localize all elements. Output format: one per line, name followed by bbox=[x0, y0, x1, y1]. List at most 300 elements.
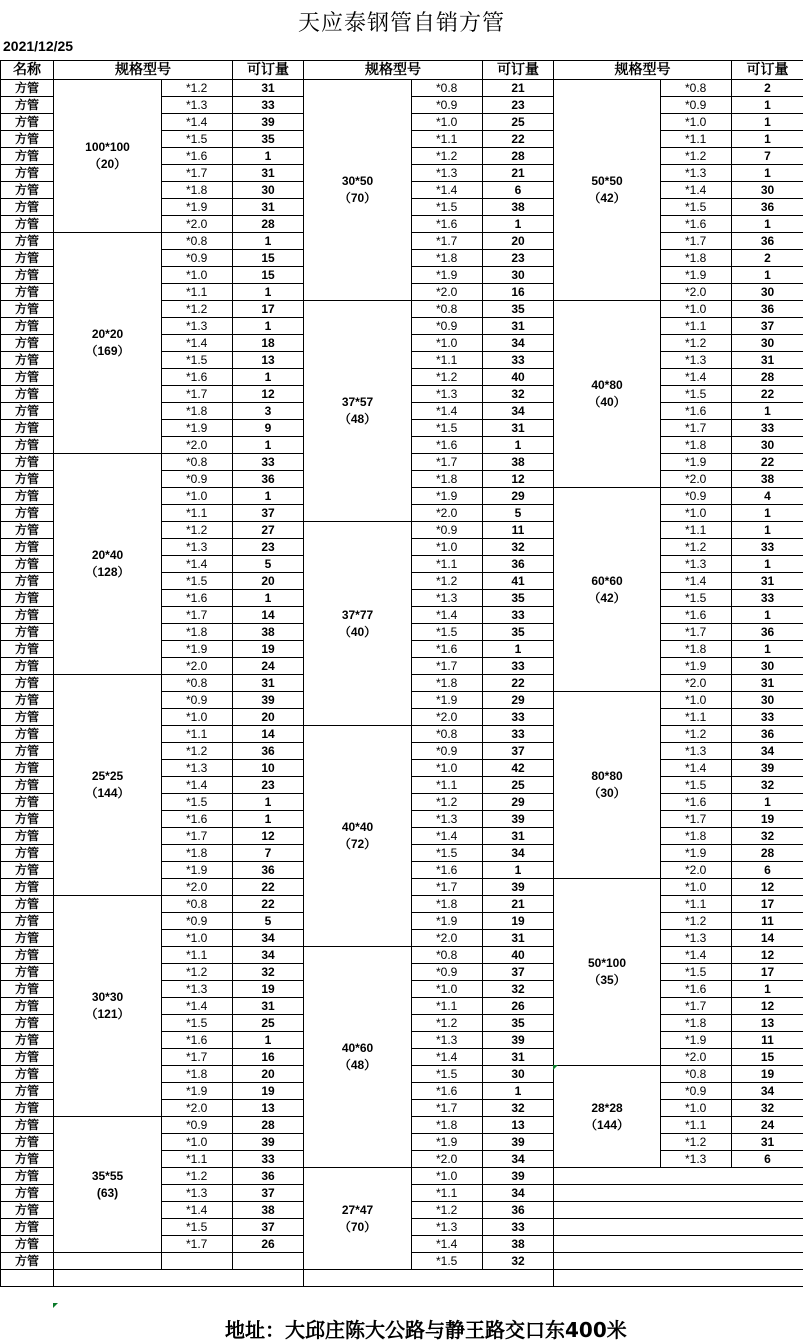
model-size: 28*28 bbox=[554, 1100, 660, 1117]
thickness-cell: *1.0 bbox=[412, 539, 483, 556]
quantity-cell: 28 bbox=[732, 845, 803, 862]
thickness-cell: *2.0 bbox=[412, 505, 483, 522]
quantity-cell: 29 bbox=[483, 692, 554, 709]
quantity-cell: 11 bbox=[732, 913, 803, 930]
quantity-cell: 40 bbox=[483, 947, 554, 964]
empty-cell bbox=[54, 1270, 304, 1287]
quantity-cell: 15 bbox=[233, 267, 304, 284]
thickness-cell: *1.3 bbox=[661, 352, 732, 369]
thickness-cell: *1.3 bbox=[412, 811, 483, 828]
thickness-cell: *1.2 bbox=[162, 522, 233, 539]
thickness-cell: *1.5 bbox=[412, 199, 483, 216]
row-name-cell: 方管 bbox=[1, 437, 54, 454]
model-cell bbox=[304, 1168, 412, 1270]
row-name-cell: 方管 bbox=[1, 981, 54, 998]
thickness-cell: *1.9 bbox=[162, 199, 233, 216]
thickness-cell: *1.5 bbox=[661, 964, 732, 981]
quantity-cell: 22 bbox=[233, 879, 304, 896]
quantity-cell: 1 bbox=[732, 403, 803, 420]
thickness-cell: *1.1 bbox=[412, 556, 483, 573]
quantity-cell: 19 bbox=[233, 1083, 304, 1100]
quantity-cell: 38 bbox=[483, 454, 554, 471]
thickness-cell: *2.0 bbox=[661, 471, 732, 488]
thickness-cell: *1.4 bbox=[412, 607, 483, 624]
model-cell bbox=[54, 454, 162, 675]
thickness-cell: *1.1 bbox=[162, 1151, 233, 1168]
quantity-cell: 1 bbox=[233, 284, 304, 301]
row-name-cell: 方管 bbox=[1, 1185, 54, 1202]
quantity-cell: 1 bbox=[732, 522, 803, 539]
thickness-cell: *1.9 bbox=[412, 913, 483, 930]
quantity-cell: 22 bbox=[732, 386, 803, 403]
quantity-cell: 39 bbox=[233, 114, 304, 131]
quantity-cell: 31 bbox=[233, 675, 304, 692]
thickness-cell: *1.3 bbox=[661, 743, 732, 760]
model-cell bbox=[304, 80, 412, 301]
quantity-cell: 33 bbox=[483, 726, 554, 743]
empty-cell bbox=[554, 1236, 803, 1253]
quantity-cell: 31 bbox=[732, 573, 803, 590]
thickness-cell: *1.4 bbox=[162, 335, 233, 352]
thickness-cell: *0.9 bbox=[162, 913, 233, 930]
quantity-cell: 1 bbox=[732, 794, 803, 811]
quantity-cell: 36 bbox=[732, 624, 803, 641]
quantity-cell: 1 bbox=[732, 981, 803, 998]
thickness-cell: *1.3 bbox=[162, 760, 233, 777]
empty-cell bbox=[554, 1219, 803, 1236]
quantity-cell: 10 bbox=[233, 760, 304, 777]
model-cell bbox=[304, 947, 412, 1168]
quantity-cell: 24 bbox=[233, 658, 304, 675]
row-name-cell: 方管 bbox=[1, 335, 54, 352]
model-cell bbox=[554, 301, 661, 488]
thickness-cell: *1.4 bbox=[412, 1236, 483, 1253]
empty-cell bbox=[554, 1253, 803, 1270]
quantity-cell: 34 bbox=[732, 1083, 803, 1100]
row-name-cell: 方管 bbox=[1, 675, 54, 692]
quantity-cell: 28 bbox=[233, 1117, 304, 1134]
quantity-cell: 34 bbox=[233, 947, 304, 964]
quantity-cell: 1 bbox=[732, 216, 803, 233]
row-name-cell: 方管 bbox=[1, 760, 54, 777]
thickness-cell: *1.1 bbox=[412, 777, 483, 794]
row-name-cell: 方管 bbox=[1, 964, 54, 981]
quantity-cell: 4 bbox=[732, 488, 803, 505]
thickness-cell: *2.0 bbox=[162, 879, 233, 896]
quantity-cell: 33 bbox=[732, 590, 803, 607]
thickness-cell: *1.1 bbox=[162, 505, 233, 522]
thickness-cell: *1.0 bbox=[412, 981, 483, 998]
quantity-cell: 36 bbox=[732, 301, 803, 318]
thickness-cell: *1.7 bbox=[412, 658, 483, 675]
thickness-cell: *1.4 bbox=[661, 573, 732, 590]
table-row bbox=[1, 1270, 803, 1287]
quantity-cell: 31 bbox=[233, 80, 304, 97]
thickness-cell: *1.7 bbox=[412, 454, 483, 471]
thickness-cell: *1.2 bbox=[162, 1168, 233, 1185]
model-size: 20*20 bbox=[54, 326, 161, 343]
model-total: （128） bbox=[54, 564, 161, 581]
thickness-cell: *1.8 bbox=[661, 250, 732, 267]
row-name-cell: 方管 bbox=[1, 743, 54, 760]
row-name-cell: 方管 bbox=[1, 930, 54, 947]
thickness-cell: *1.7 bbox=[661, 624, 732, 641]
quantity-cell: 14 bbox=[233, 607, 304, 624]
quantity-cell: 30 bbox=[732, 658, 803, 675]
header-spec: 规格型号 bbox=[554, 61, 732, 80]
header-spec: 规格型号 bbox=[304, 61, 483, 80]
thickness-cell: *1.8 bbox=[661, 828, 732, 845]
model-total: （48） bbox=[304, 411, 411, 428]
report-date: 2021/12/25 bbox=[3, 38, 73, 54]
thickness-cell: *1.4 bbox=[412, 1049, 483, 1066]
quantity-cell: 36 bbox=[233, 743, 304, 760]
thickness-cell: *1.6 bbox=[661, 216, 732, 233]
quantity-cell: 33 bbox=[483, 709, 554, 726]
row-name-cell: 方管 bbox=[1, 692, 54, 709]
thickness-cell: *1.3 bbox=[661, 165, 732, 182]
quantity-cell: 36 bbox=[732, 233, 803, 250]
thickness-cell: *1.8 bbox=[412, 471, 483, 488]
quantity-cell: 16 bbox=[233, 1049, 304, 1066]
quantity-cell: 2 bbox=[732, 80, 803, 97]
thickness-cell: *0.8 bbox=[162, 454, 233, 471]
thickness-cell: *1.8 bbox=[162, 1066, 233, 1083]
row-name-cell: 方管 bbox=[1, 709, 54, 726]
model-total: （70） bbox=[304, 190, 411, 207]
quantity-cell: 23 bbox=[233, 777, 304, 794]
row-name-cell: 方管 bbox=[1, 1253, 54, 1270]
thickness-cell: *1.2 bbox=[162, 743, 233, 760]
thickness-cell: *2.0 bbox=[661, 675, 732, 692]
thickness-cell: *1.0 bbox=[412, 335, 483, 352]
thickness-cell: *1.5 bbox=[412, 624, 483, 641]
row-name-cell: 方管 bbox=[1, 301, 54, 318]
quantity-cell: 1 bbox=[483, 216, 554, 233]
quantity-cell: 13 bbox=[233, 1100, 304, 1117]
thickness-cell: *1.6 bbox=[162, 1032, 233, 1049]
model-total: （40） bbox=[304, 624, 411, 641]
quantity-cell: 32 bbox=[732, 1100, 803, 1117]
thickness-cell: *1.9 bbox=[412, 488, 483, 505]
model-cell bbox=[54, 233, 162, 454]
quantity-cell: 27 bbox=[233, 522, 304, 539]
quantity-cell: 21 bbox=[483, 80, 554, 97]
thickness-cell: *1.8 bbox=[412, 1117, 483, 1134]
row-name-cell: 方管 bbox=[1, 471, 54, 488]
row-name-cell: 方管 bbox=[1, 216, 54, 233]
thickness-cell: *1.4 bbox=[162, 114, 233, 131]
quantity-cell: 33 bbox=[483, 607, 554, 624]
quantity-cell: 6 bbox=[732, 1151, 803, 1168]
thickness-cell: *1.6 bbox=[412, 216, 483, 233]
thickness-cell: *1.2 bbox=[412, 573, 483, 590]
thickness-cell: *1.3 bbox=[412, 1219, 483, 1236]
quantity-cell: 34 bbox=[233, 930, 304, 947]
row-name-cell: 方管 bbox=[1, 624, 54, 641]
row-name-cell: 方管 bbox=[1, 1151, 54, 1168]
thickness-cell: *1.0 bbox=[412, 114, 483, 131]
quantity-cell: 20 bbox=[233, 709, 304, 726]
thickness-cell: *1.7 bbox=[661, 811, 732, 828]
thickness-cell: *2.0 bbox=[162, 658, 233, 675]
row-name-cell: 方管 bbox=[1, 131, 54, 148]
model-size: 27*47 bbox=[304, 1202, 411, 1219]
thickness-cell: *1.2 bbox=[412, 1202, 483, 1219]
quantity-cell: 33 bbox=[233, 454, 304, 471]
model-size: 20*40 bbox=[54, 547, 161, 564]
thickness-cell: *1.5 bbox=[412, 1253, 483, 1270]
thickness-cell: *1.6 bbox=[162, 811, 233, 828]
row-name-cell: 方管 bbox=[1, 403, 54, 420]
quantity-cell: 35 bbox=[483, 301, 554, 318]
model-size: 40*40 bbox=[304, 819, 411, 836]
thickness-cell: *1.8 bbox=[162, 845, 233, 862]
thickness-cell: *1.3 bbox=[162, 318, 233, 335]
quantity-cell: 37 bbox=[732, 318, 803, 335]
thickness-cell: *1.1 bbox=[162, 726, 233, 743]
thickness-cell: *1.0 bbox=[661, 505, 732, 522]
quantity-cell: 31 bbox=[233, 998, 304, 1015]
quantity-cell: 22 bbox=[483, 675, 554, 692]
quantity-cell: 5 bbox=[233, 556, 304, 573]
thickness-cell: *1.7 bbox=[661, 233, 732, 250]
quantity-cell: 37 bbox=[233, 1185, 304, 1202]
thickness-cell: *2.0 bbox=[661, 284, 732, 301]
thickness-cell: *1.4 bbox=[412, 182, 483, 199]
quantity-cell: 28 bbox=[732, 369, 803, 386]
model-size: 80*80 bbox=[554, 768, 660, 785]
model-total: （42） bbox=[554, 190, 660, 207]
quantity-cell: 36 bbox=[233, 471, 304, 488]
quantity-cell: 1 bbox=[732, 97, 803, 114]
row-name-cell: 方管 bbox=[1, 1134, 54, 1151]
thickness-cell: *1.0 bbox=[661, 301, 732, 318]
thickness-cell: *1.1 bbox=[661, 709, 732, 726]
quantity-cell: 17 bbox=[732, 896, 803, 913]
thickness-cell: *1.4 bbox=[661, 182, 732, 199]
quantity-cell: 23 bbox=[483, 97, 554, 114]
quantity-cell: 37 bbox=[483, 964, 554, 981]
empty-cell bbox=[554, 1270, 803, 1287]
quantity-cell: 17 bbox=[233, 301, 304, 318]
thickness-cell: *1.3 bbox=[162, 539, 233, 556]
quantity-cell: 20 bbox=[483, 233, 554, 250]
quantity-cell: 1 bbox=[233, 590, 304, 607]
thickness-cell: *1.4 bbox=[162, 777, 233, 794]
quantity-cell: 32 bbox=[732, 777, 803, 794]
thickness-cell: *1.6 bbox=[661, 403, 732, 420]
row-name-cell: 方管 bbox=[1, 420, 54, 437]
thickness-cell: *1.7 bbox=[162, 1236, 233, 1253]
model-total: （144） bbox=[54, 785, 161, 802]
quantity-cell: 30 bbox=[732, 182, 803, 199]
thickness-cell: *0.9 bbox=[412, 522, 483, 539]
row-name-cell: 方管 bbox=[1, 913, 54, 930]
thickness-cell: *1.5 bbox=[661, 386, 732, 403]
quantity-cell: 1 bbox=[233, 318, 304, 335]
quantity-cell: 1 bbox=[483, 862, 554, 879]
row-name-cell: 方管 bbox=[1, 845, 54, 862]
quantity-cell: 31 bbox=[483, 930, 554, 947]
model-size: 60*60 bbox=[554, 573, 660, 590]
header-qty: 可订量 bbox=[732, 61, 803, 80]
quantity-cell: 33 bbox=[483, 658, 554, 675]
thickness-cell: *0.8 bbox=[162, 233, 233, 250]
inventory-table bbox=[0, 60, 803, 1287]
quantity-cell: 30 bbox=[732, 437, 803, 454]
quantity-cell: 30 bbox=[483, 1066, 554, 1083]
quantity-cell: 34 bbox=[483, 1151, 554, 1168]
thickness-cell: *1.5 bbox=[162, 1015, 233, 1032]
quantity-cell: 20 bbox=[233, 573, 304, 590]
row-name-cell: 方管 bbox=[1, 284, 54, 301]
thickness-cell: *1.7 bbox=[412, 233, 483, 250]
model-total: (63) bbox=[54, 1185, 161, 1202]
model-size: 30*50 bbox=[304, 173, 411, 190]
row-name-cell: 方管 bbox=[1, 794, 54, 811]
quantity-cell: 17 bbox=[732, 964, 803, 981]
quantity-cell: 32 bbox=[233, 964, 304, 981]
quantity-cell: 39 bbox=[732, 760, 803, 777]
quantity-cell: 12 bbox=[483, 471, 554, 488]
quantity-cell: 39 bbox=[233, 692, 304, 709]
quantity-cell: 13 bbox=[732, 1015, 803, 1032]
quantity-cell: 20 bbox=[233, 1066, 304, 1083]
thickness-cell: *1.7 bbox=[162, 828, 233, 845]
thickness-cell: *1.6 bbox=[661, 981, 732, 998]
thickness-cell: *1.0 bbox=[162, 488, 233, 505]
quantity-cell: 37 bbox=[483, 743, 554, 760]
thickness-cell: *0.9 bbox=[412, 97, 483, 114]
thickness-cell: *1.5 bbox=[162, 1219, 233, 1236]
model-cell bbox=[554, 692, 661, 879]
thickness-cell: *1.1 bbox=[162, 947, 233, 964]
thickness-cell: *1.4 bbox=[162, 556, 233, 573]
thickness-cell: *1.1 bbox=[412, 998, 483, 1015]
thickness-cell: *1.3 bbox=[661, 556, 732, 573]
model-size: 35*55 bbox=[54, 1168, 161, 1185]
thickness-cell: *1.6 bbox=[412, 641, 483, 658]
quantity-cell: 1 bbox=[483, 437, 554, 454]
model-total: （144） bbox=[554, 1117, 660, 1134]
model-total: （35） bbox=[554, 972, 660, 989]
thickness-cell: *1.5 bbox=[162, 352, 233, 369]
quantity-cell: 30 bbox=[732, 335, 803, 352]
row-name-cell: 方管 bbox=[1, 726, 54, 743]
quantity-cell: 1 bbox=[233, 1032, 304, 1049]
thickness-cell: *2.0 bbox=[661, 1049, 732, 1066]
quantity-cell: 11 bbox=[732, 1032, 803, 1049]
row-name-cell: 方管 bbox=[1, 250, 54, 267]
model-size: 40*60 bbox=[304, 1040, 411, 1057]
quantity-cell: 14 bbox=[732, 930, 803, 947]
quantity-cell: 36 bbox=[483, 556, 554, 573]
quantity-cell: 34 bbox=[732, 743, 803, 760]
quantity-cell: 32 bbox=[483, 386, 554, 403]
quantity-cell: 33 bbox=[732, 709, 803, 726]
thickness-cell: *1.0 bbox=[162, 267, 233, 284]
empty-cell bbox=[304, 1270, 554, 1287]
thickness-cell: *1.2 bbox=[412, 1015, 483, 1032]
thickness-cell: *0.9 bbox=[412, 964, 483, 981]
thickness-cell: *1.0 bbox=[412, 760, 483, 777]
quantity-cell: 22 bbox=[483, 131, 554, 148]
quantity-cell: 38 bbox=[483, 1236, 554, 1253]
row-name-cell: 方管 bbox=[1, 454, 54, 471]
thickness-cell: *1.9 bbox=[661, 845, 732, 862]
empty-cell bbox=[554, 1168, 803, 1185]
quantity-cell: 36 bbox=[732, 199, 803, 216]
row-name-cell: 方管 bbox=[1, 97, 54, 114]
model-cell bbox=[304, 301, 412, 522]
quantity-cell: 39 bbox=[483, 811, 554, 828]
quantity-cell: 1 bbox=[732, 556, 803, 573]
quantity-cell: 33 bbox=[233, 1151, 304, 1168]
row-name-cell: 方管 bbox=[1, 658, 54, 675]
quantity-cell: 30 bbox=[483, 267, 554, 284]
row-name-cell: 方管 bbox=[1, 896, 54, 913]
quantity-cell: 12 bbox=[732, 879, 803, 896]
model-size: 30*30 bbox=[54, 989, 161, 1006]
model-cell bbox=[54, 1253, 162, 1270]
row-name-cell: 方管 bbox=[1, 386, 54, 403]
thickness-cell: *2.0 bbox=[162, 437, 233, 454]
quantity-cell: 34 bbox=[483, 403, 554, 420]
quantity-cell: 1 bbox=[732, 641, 803, 658]
thickness-cell: *1.9 bbox=[162, 1083, 233, 1100]
thickness-cell: *1.1 bbox=[661, 896, 732, 913]
model-cell bbox=[304, 726, 412, 947]
model-size: 25*25 bbox=[54, 768, 161, 785]
quantity-cell: 26 bbox=[233, 1236, 304, 1253]
quantity-cell: 16 bbox=[483, 284, 554, 301]
quantity-cell: 1 bbox=[233, 488, 304, 505]
thickness-cell: *1.3 bbox=[162, 1185, 233, 1202]
quantity-cell: 39 bbox=[483, 879, 554, 896]
quantity-cell: 26 bbox=[483, 998, 554, 1015]
row-name-cell: 方管 bbox=[1, 1168, 54, 1185]
thickness-cell: *1.5 bbox=[661, 199, 732, 216]
model-size: 50*100 bbox=[554, 955, 660, 972]
row-name-cell: 方管 bbox=[1, 811, 54, 828]
thickness-cell: *1.8 bbox=[412, 250, 483, 267]
quantity-cell: 19 bbox=[483, 913, 554, 930]
thickness-cell: *1.6 bbox=[412, 1083, 483, 1100]
row-name-cell: 方管 bbox=[1, 1100, 54, 1117]
empty-cell bbox=[554, 1202, 803, 1219]
quantity-cell: 31 bbox=[732, 675, 803, 692]
thickness-cell: *1.6 bbox=[412, 437, 483, 454]
quantity-cell: 2 bbox=[732, 250, 803, 267]
thickness-cell: *1.7 bbox=[162, 386, 233, 403]
quantity-cell: 31 bbox=[483, 1049, 554, 1066]
row-name-cell: 方管 bbox=[1, 114, 54, 131]
quantity-cell: 13 bbox=[233, 352, 304, 369]
model-total: （20） bbox=[54, 156, 161, 173]
model-cell bbox=[304, 522, 412, 726]
thickness-cell: *1.2 bbox=[661, 335, 732, 352]
thickness-cell: *1.4 bbox=[162, 1202, 233, 1219]
thickness-cell: *1.5 bbox=[162, 131, 233, 148]
thickness-cell: *1.2 bbox=[412, 148, 483, 165]
thickness-cell: *1.0 bbox=[661, 879, 732, 896]
thickness-cell: *1.9 bbox=[162, 641, 233, 658]
thickness-cell: *1.4 bbox=[661, 369, 732, 386]
model-cell bbox=[54, 80, 162, 233]
quantity-cell: 7 bbox=[233, 845, 304, 862]
header-row bbox=[1, 61, 803, 80]
